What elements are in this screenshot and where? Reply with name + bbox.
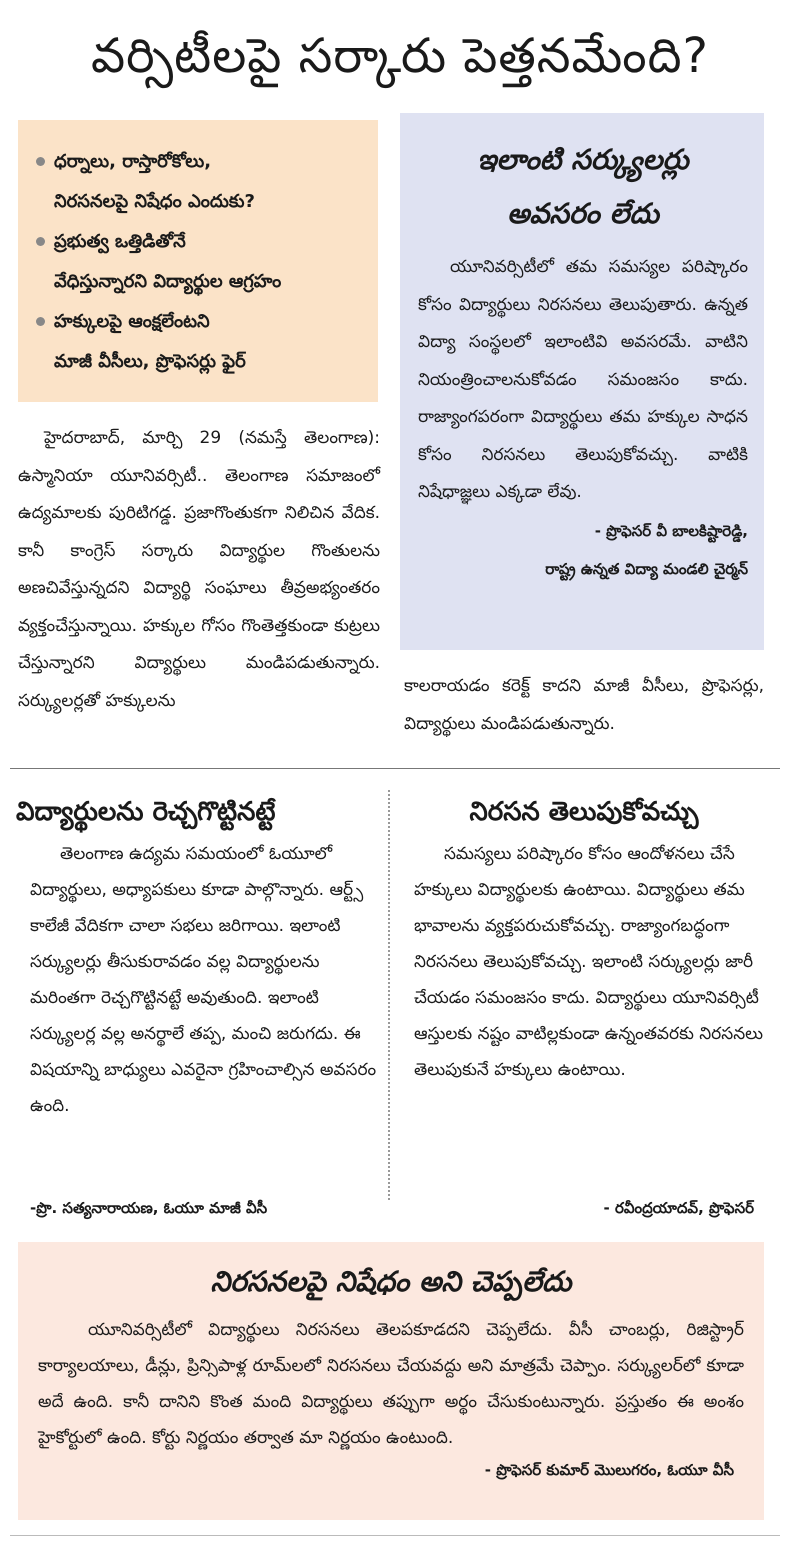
section-attribution-left: -ప్రొ. సత్యనారాయణ, ఓయూ మాజీ వీసీ (30, 1199, 268, 1217)
bottom-divider (10, 1535, 780, 1536)
bottom-box-attribution: - ప్రొఫెసర్ కుమార్ మొలుగరం, ఓయూ వీసీ (484, 1461, 734, 1479)
quote-box-attribution: - ప్రొఫెసర్ వీ బాలకిష్టారెడ్డి, (594, 521, 748, 540)
highlight-item (34, 302, 364, 382)
highlight-line: వేధిస్తున్నారని విద్యార్థుల ఆగ్రహం (54, 271, 282, 292)
quote-box-attribution: రాష్ట్ర ఉన్నత విద్యా మండలి చైర్మన్ (545, 559, 748, 578)
section-heading-right: నిరసన తెలుపుకోవచ్చు (469, 797, 699, 827)
highlight-line: నిరసనలపై నిషేధం ఎందుకు? (54, 191, 255, 212)
section-text-right: సమస్యలు పరిష్కారం కోసం ఆందోళనలు చేసే హక్కులు విద్యార్థులకు ఉంటాయి. విద్యార్థులు తమ భావాలను వ్యక్తపరుచుకోవచ్చు. రాజ్యాంగబద్ధంగా నిరసనలు తెలుపుకోవచ్చు. ఇలాంటి సర్క్యులర్లు జారీ చేయడం సమంజసం కాదు. విద్యార్థులు యూనివర్సిటీ ఆస్తులకు నష్టం వాటిల్లకుండా ఉన్నంతవరకు నిరసనలు తెలుపుకునే హక్కులు ఉంటాయి. (414, 844, 764, 1080)
highlight-line: హక్కులపై ఆంక్షలేంటని (54, 311, 210, 332)
main-article-text: హైదరాబాద్, మార్చి 29 (నమస్తే తెలంగాణ): ఉస్మానియా యూనివర్సిటీ.. తెలంగాణ సమాజంలో ఉద్యమాలకు పురిటిగడ్డ. ప్రజాగొంతుకగా నిలిచిన వేదిక. కానీ కాంగ్రెస్ సర్కారు విద్యార్థుల గొంతులను అణచివేస్తున్నదని విద్యార్థి సంఘాలు తీవ్రఅభ్యంతరం వ్యక్తంచేస్తున్నాయి. హక్కుల గోసం గొంతెత్తకుండా కుట్రలు చేస్తున్నారని విద్యార్థులు మండిపడుతున్నారు. సర్క్యులర్లతో హక్కులను (18, 428, 380, 711)
highlight-line: ప్రభుత్వ ఒత్తిడితోనే (54, 231, 186, 252)
quote-box-heading: ఇలాంటి సర్క్యులర్లు (477, 143, 689, 176)
section-body-right (414, 836, 764, 1088)
bottom-box-heading: నిరసనలపై నిషేధం అని చెప్పలేదు (210, 1265, 572, 1298)
section-heading-left: విద్యార్థులను రెచ్చగొట్టినట్టే (16, 797, 276, 827)
horizontal-divider (10, 768, 780, 769)
section-attribution-right: - రవీంద్రయాదవ్, ప్రొఫెసర్ (603, 1199, 754, 1217)
section-text-left: తెలంగాణ ఉద్యమ సమయంలో ఓయూలో విద్యార్థులు, అధ్యాపకులు కూడా పాల్గొన్నారు. ఆర్ట్స్ కాలేజీ వేదికగా చాలా సభలు జరిగాయి. ఇలాంటి సర్క్యులర్లు తీసుకురావడం వల్ల విద్యార్థులను మరింతగా రెచ్చగొట్టినట్టే అవుతుంది. ఇలాంటి సర్క్యులర్ల వల్ల అనర్థాలే తప్ప, మంచి జరుగదు. ఈ విషయాన్ని బాధ్యులు ఎవరైనా గ్రహించాల్సిన అవసరం ఉంది. (30, 844, 377, 1116)
highlights-box (18, 120, 378, 402)
highlight-line: ధర్నాలు, రాస్తారోకోలు, (54, 151, 212, 172)
quote-box-chairman (400, 113, 764, 650)
quote-box-vc (18, 1242, 764, 1520)
main-article-continuation: కాలరాయడం కరెక్ట్ కాదని మాజీ వీసీలు, ప్రొఫెసర్లు, విద్యార్థులు మండిపడుతున్నారు. (404, 676, 764, 734)
highlights-list (34, 142, 364, 382)
quote-box-heading: అవసరం లేదు (507, 197, 659, 230)
highlight-line: మాజీ వీసీలు, ప్రొఫెసర్లు ఫైర్ (54, 351, 246, 372)
headline: వర్సిటీలపై సర్కారు పెత్తనమేంది? (91, 28, 709, 84)
section-body-left (30, 836, 380, 1124)
quote-box-text: యూనివర్సిటీలో తమ సమస్యల పరిష్కారం కోసం విద్యార్థులు నిరసనలు తెలుపుతారు. ఉన్నత విద్యా సంస్థలలో ఇలాంటివి అవసరమే. వాటిని నియంత్రించాలనుకోవడం సమంజసం కాదు. రాజ్యాంగపరంగా విద్యార్థులు తమ హక్కుల సాధన కోసం నిరసనలు తెలుపుకోవచ్చు. వాటికి నిషేధాజ్ఞలు ఎక్కడా లేవు. (418, 257, 748, 502)
highlight-item (34, 222, 364, 302)
column-divider (388, 790, 390, 1200)
highlight-item (34, 142, 364, 222)
bottom-box-text: యూనివర్సిటీలో విద్యార్థులు నిరసనలు తెలపకూడదని చెప్పలేదు. వీసీ చాంబర్లు, రిజిస్ట్రార్ కార్యాలయాలు, డీన్లు, ప్రిన్సిపాళ్ల రూమ్‌లలో నిరసనలు చేయవద్దు అని మాత్రమే చెప్పాం. సర్క్యులర్‌లో కూడా అదే ఉంది. కానీ దానిని కొంత మంది విద్యార్థులు తప్పుగా అర్థం చేసుకుంటున్నారు. ప్రస్తుతం ఈ అంశం హైకోర్టులో ఉంది. కోర్టు నిర్ణయం తర్వాత మా నిర్ణయం ఉంటుంది. (38, 1320, 744, 1448)
